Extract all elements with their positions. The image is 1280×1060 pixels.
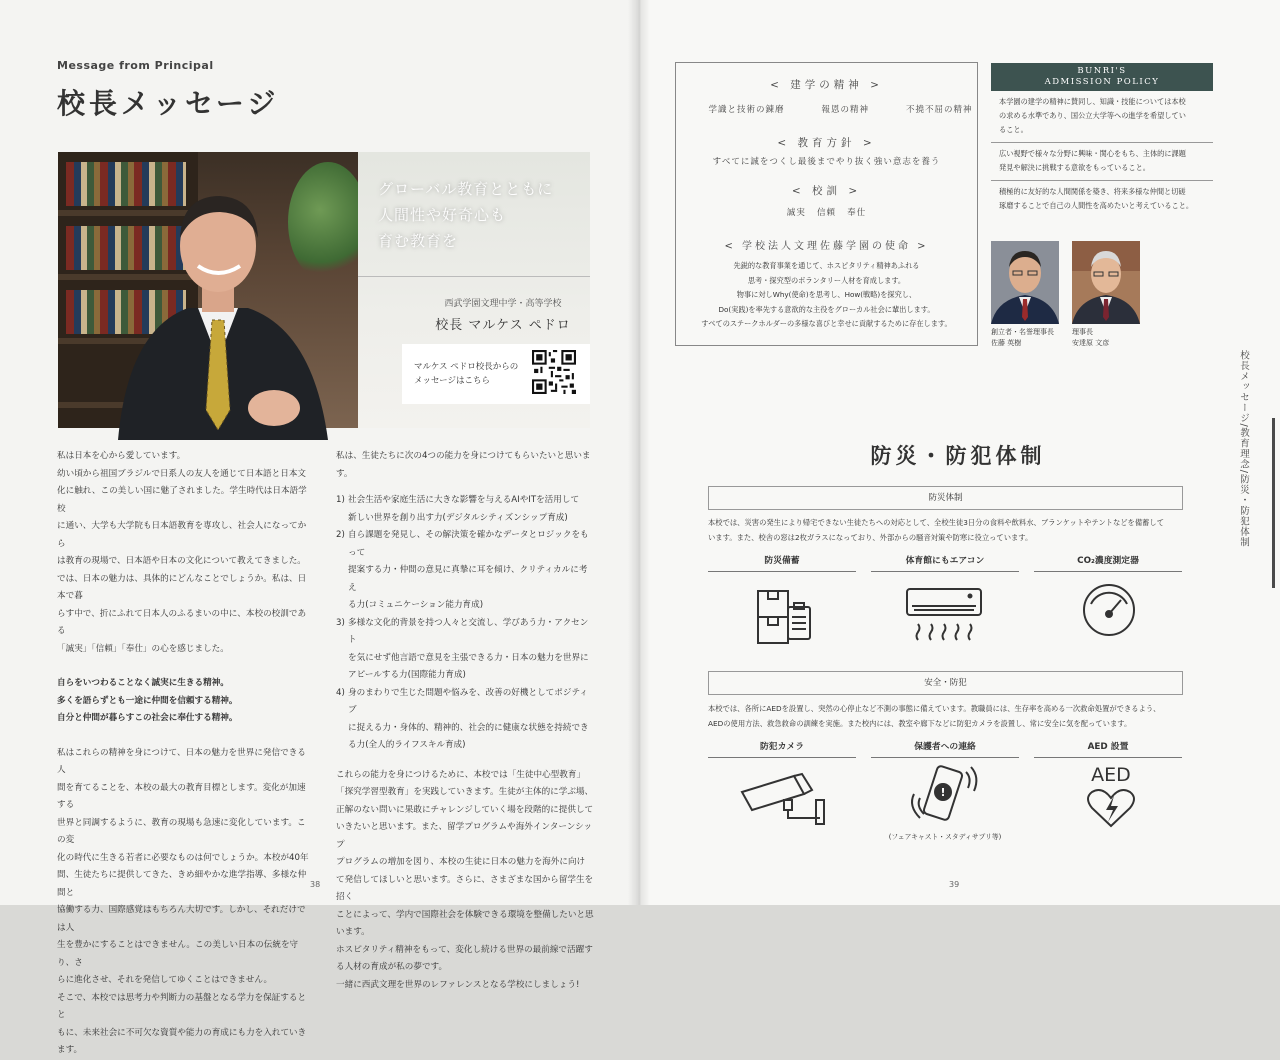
message-column-2: 私は、生徒たちに次の4つの能力を身につけてもらいたいと思います。 1) 社会生活や家庭生活に大きな影響を与えるAIやITを活用して 新しい世界を創り出す力(デジタルシティズンシップ育成) 2) 自ら課題を発見し、その解決策を確かなデータとロジックをもって 提案する力・仲間の意見に真摯に耳を傾け、クリティカルに考え る力(コミュニケーション能力育成) 3) 多様な文化的背景を持つ人々と交流し、学びあう力・アクセント を気にせず他言語で意見を主張できる力・日本の魅力を世界に アピールする力(国際能力育成) 4) 身のまわりで生じた問題や悩みを、改善の好機としてポジティブ に捉える力・身体的、精神的、社会的に健康な状態を持続でき る力(全人的ライフスキル育成) これらの能力を身につけるために、本校では「生徒中心型教育」 「探究学習型教育」を実践していきます。生徒が主体的に学ぶ場、 正解のない問いに果敢にチャレンジしていく場を段階的に提供して いきたいと思います。また、留学プログラムや海外インターンシップ プログラムの増加を図り、本校の生徒に日本の魅力を海外に向け て発信してほしいと思います。さらに、さまざまな国から留学生を招く ことによって、学内で国際社会を体験できる環境を整備したいと思 います。 ホスピタリティ精神をもって、変化し続ける世界の最前線で活躍す る人材の育成が私の夢です。 一緒に西武文理を世界のレファレンスとなる学校にしましょう! xyxy=(336,448,596,994)
qr-code-icon[interactable] xyxy=(532,350,576,394)
motto-line: 自分と仲間が暮らすこの社会に奉仕する精神。 xyxy=(57,713,238,723)
stockpile-label: 防災備蓄 xyxy=(708,553,856,572)
founder-photo xyxy=(991,241,1059,324)
safety-bar: 安全・防犯 xyxy=(708,671,1183,695)
parent-contact-note: (フェアキャスト・スタディサプリ等) xyxy=(888,833,1002,841)
education-policy-heading: < 教育方針 > xyxy=(777,137,876,149)
aed-label: AED 設置 xyxy=(1034,739,1182,758)
message-column-1: 私は日本を心から愛しています。 幼い頃から祖国ブラジルで日系人の友人を通じて日本語と日本文 化に触れ、この美しい国に魅了されました。学生時代は日本語学校 に通い、大学も大学院も日本語教育を専攻し、社会人になってから は教育の現場で、日本語や日本の文化について教えてきました。 では、日本の魅力は、具体的にどんなことでしょうか。私は、日本で暮 らす中で、折にふれて日本人のふるまいの中に、本校の校訓である 「誠実」「信頼」「奉仕」の心を感じました。 自らをいつわることなく誠実に生きる精神。 多くを語らずとも一途に仲間を信頼する精神。 自分と仲間が暮らすこの社会に奉仕する精神。 私はこれらの精神を身につけて、日本の魅力を世界に発信できる人 間を育てることを、本校の最大の教育目標とします。変化が加速する 世界と同調するように、教育の現場も急速に変化しています。この変 化の時代に生きる若者に必要なものは何でしょうか。本校が40年 間、生徒たちに提供してきた、きめ細やかな進学指導、多様な仲間と 協働する力、国際感覚はもちろん大切です。しかし、それだけでは人 生を豊かにすることはできません。この美しい日本の伝統を守り、さ らに進化させ、それを発信してゆくことはできません。 そこで、本校では思考力や判断力の基盤となる学力を保証するとと もに、未来社会に不可欠な資質や能力の育成にも力を入れていき ます。 xyxy=(57,448,313,1060)
section-title: 防災・防犯体制 xyxy=(870,444,1046,468)
motto-line: 自らをいつわることなく誠実に生きる精神。 xyxy=(57,678,229,688)
parent-contact-label: 保護者への連絡 xyxy=(871,739,1019,758)
mission-text: 先鋭的な教育事業を通じて、ホスピタリティ精神あふれる 思考・探究型のボランタリー人材を育成します。 物事に対しWhy(使命)を思考し、How(戦略)を探究し、 Do(実践)を率先する意欲的な主役をグローカル社会に輩出します。 すべてのステークホルダーの多様な喜びと幸せに貢献するために存在します。 xyxy=(701,261,952,328)
right-page xyxy=(638,0,1280,905)
hero-banner xyxy=(58,152,590,428)
chairman-photo xyxy=(1072,241,1140,324)
disaster-description: 本校では、災害の発生により帰宅できない生徒たちへの対応として、全校生徒3日分の食料や飲料水、ブランケットやテントなどを備蓄して います。また、校舎の窓は2枚ガラスになっており、外部からの騒音対策や防寒に役立っています。 xyxy=(708,518,1165,542)
ability-item: 4) 身のまわりで生じた問題や悩みを、改善の好機としてポジティブ に捉える力・身体的、精神的、社会的に健康な状態を持続でき る力(全人的ライフスキル育成) xyxy=(336,687,589,750)
aed-icon: AED xyxy=(1084,764,1138,834)
admission-policy-header: BUNRI'S ADMISSION POLICY xyxy=(991,63,1213,91)
security-camera-icon xyxy=(738,770,828,826)
school-motto-heading: < 校訓 > xyxy=(791,185,862,197)
svg-text:!: ! xyxy=(940,786,946,799)
principal-figure xyxy=(98,180,338,440)
page-number: 39 xyxy=(949,880,960,889)
school-name: 西武学園文理中学・高等学校 xyxy=(444,299,562,309)
gauge-icon xyxy=(1081,582,1137,638)
hero-catchphrase: グローバル教育とともに 人間性や好奇心も 育む教育を xyxy=(378,180,554,250)
education-policy-text: すべてに誠をつくし最後までやり抜く強い意志を養う xyxy=(712,157,941,167)
eyebrow-label: Message from Principal xyxy=(57,59,214,72)
side-index-bar xyxy=(1272,418,1275,588)
principal-name: 校長 マルケス ペドロ xyxy=(435,318,571,333)
ability-item: 1) 社会生活や家庭生活に大きな影響を与えるAIやITを活用して 新しい世界を創り出す力(デジタルシティズンシップ育成) xyxy=(336,495,580,523)
book-gutter xyxy=(628,0,650,905)
policy-item: 本学園の建学の精神に賛同し、知識・技能については本校 の求める水準であり、国公立大学等への進学を希望してい ること。 xyxy=(991,91,1213,143)
side-index-label: 校長メッセージ/教育理念/防災・防犯体制 xyxy=(1238,350,1249,548)
founding-spirit-heading: < 建学の精神 > xyxy=(770,79,883,91)
camera-label: 防犯カメラ xyxy=(708,739,856,758)
founder-caption: 創立者・名誉理事長 佐藤 英樹 xyxy=(991,328,1054,347)
founding-spirit-box xyxy=(675,62,978,346)
motto-line: 多くを語らずとも一途に仲間を信頼する精神。 xyxy=(57,695,238,706)
phone-alert-icon xyxy=(908,764,978,828)
founding-spirit-items: 学識と技術の錬磨 報恩の精神 不撓不屈の精神 xyxy=(708,105,973,115)
safety-description: 本校では、各所にAEDを設置し、突然の心停止など不測の事態に備えています。教職員には、生存率を高める一次救命処置ができるよう、 AEDの使用方法、救急救命の訓練を実施。また校内には、教室や廊下などに防犯カメラを設置し、常に安全に気を配っています。 xyxy=(708,704,1161,728)
air-conditioner-icon xyxy=(904,586,984,646)
qr-caption: マルケス ペドロ校長からの メッセージはこちら xyxy=(414,362,519,386)
page-number: 38 xyxy=(310,880,321,889)
left-page xyxy=(0,0,638,1055)
admission-policy xyxy=(991,63,1213,218)
disaster-bar: 防災体制 xyxy=(708,486,1183,510)
policy-item: 広い視野で様々な分野に興味・関心をもち、主体的に課題 発見や解決に挑戦する意欲をもっていること。 xyxy=(991,143,1213,181)
policy-item: 積極的に友好的な人間関係を築き、将来多様な仲間と切磋 琢磨することで自己の人間性を高めたいと考えていること。 xyxy=(999,187,1194,210)
page-title: 校長メッセージ xyxy=(57,87,280,120)
leaders-portraits xyxy=(991,241,1221,351)
qr-message-box[interactable] xyxy=(402,344,590,404)
principal-photo xyxy=(58,152,368,428)
supplies-icon xyxy=(752,583,816,647)
ability-item: 3) 多様な文化的背景を持つ人々と交流し、学びあう力・アクセント を気にせず他言語で意見を主張できる力・日本の魅力を世界に アピールする力(国際能力育成) xyxy=(336,617,589,680)
mission-heading: < 学校法人文理佐藤学園の使命 > xyxy=(724,241,929,252)
aircon-label: 体育館にもエアコン xyxy=(871,553,1019,572)
co2-label: CO₂濃度測定器 xyxy=(1034,553,1182,572)
chairman-caption: 理事長 安達原 文彦 xyxy=(1072,328,1110,347)
ability-item: 2) 自ら課題を発見し、その解決策を確かなデータとロジックをもって 提案する力・仲間の意見に真摯に耳を傾け、クリティカルに考え る力(コミュニケーション能力育成) xyxy=(336,530,589,610)
school-motto-items: 誠実 信頼 奉仕 xyxy=(786,208,867,218)
